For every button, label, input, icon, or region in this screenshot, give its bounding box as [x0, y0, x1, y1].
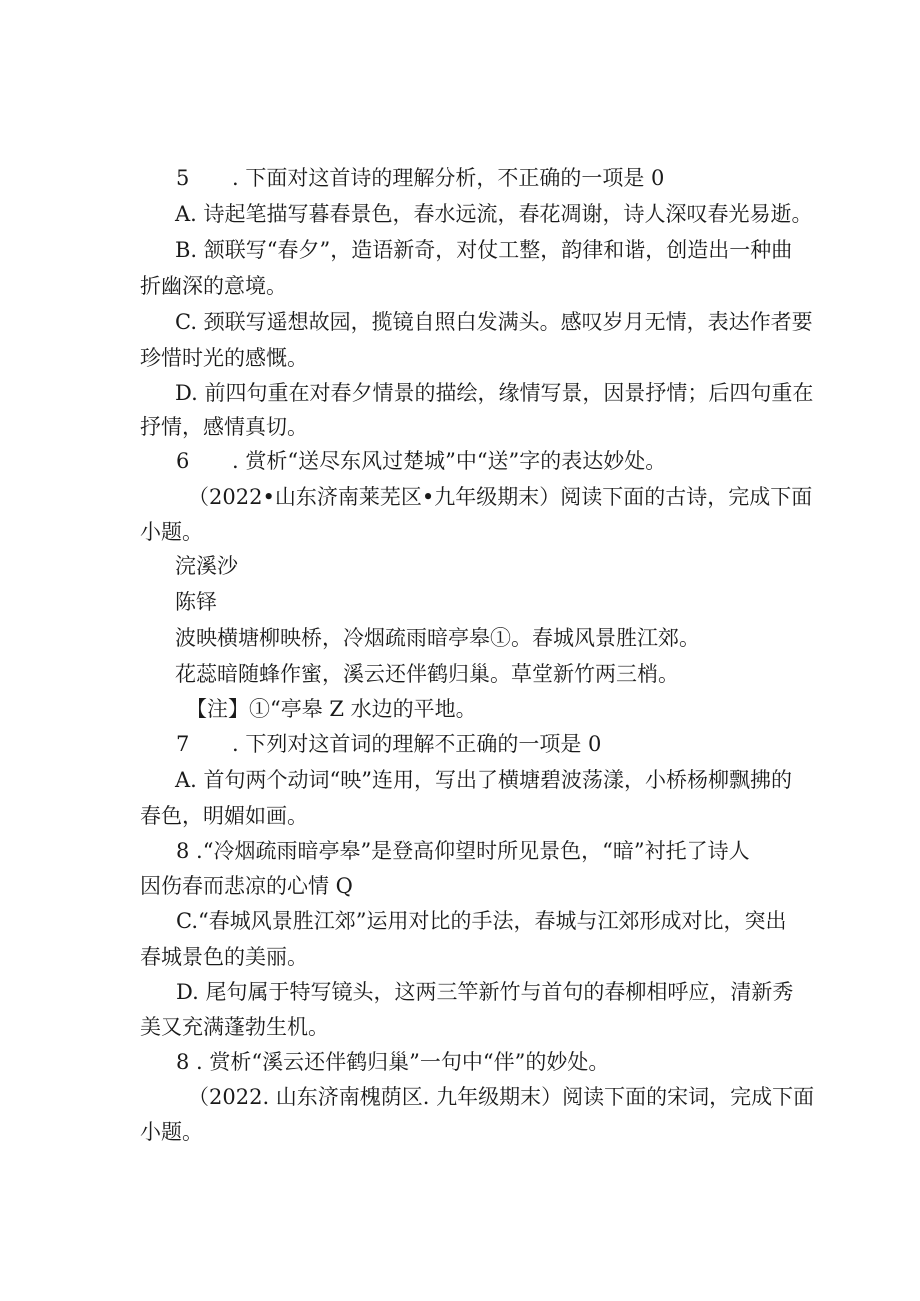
q5-option-c-line2: 珍惜时光的感慨。 [140, 346, 308, 370]
q7-option-a-line1: A. 首句两个动词“映”连用，写出了横塘碧波荡漾，小桥杨柳飘拂的 [175, 768, 792, 792]
q8-stem: 8 . 赏析“溪云还伴鹤归巢”一句中“伴”的妙处。 [176, 1050, 610, 1074]
poem-author: 陈铎 [175, 590, 217, 614]
q6-stem-line [0, 446, 920, 476]
q5-option-c-line1: C. 颈联写遥想故园，揽镜自照白发满头。感叹岁月无情，表达作者要 [175, 310, 813, 334]
q7-option-d-line1: D. 尾句属于特写镜头，这两三竿新竹与首句的春柳相呼应，清新秀 [176, 980, 794, 1004]
poem-line1: 波映横塘柳映桥，冷烟疏雨暗亭皋①。春城风景胜江郊。 [175, 626, 700, 650]
q5-number: 5 [176, 166, 190, 190]
poem-line2: 花蕊暗随蜂作蜜，溪云还伴鹤归巢。草堂新竹两三梢。 [175, 662, 679, 686]
q5-option-d-line2: 抒情，感情真切。 [140, 415, 308, 439]
intro1-line2: 小题。 [140, 520, 203, 544]
q5-stem-line [0, 163, 920, 193]
poem-note: 【注】①“亭皋 Z 水边的平地。 [186, 697, 477, 721]
intro1-line1: （2022•山东济南莱芜区•九年级期末）阅读下面的古诗，完成下面 [188, 485, 813, 509]
poem-title: 浣溪沙 [175, 554, 238, 578]
q5-option-a: A. 诗起笔描写暮春景色，春水远流，春花凋谢，诗人深叹春光易逝。 [175, 202, 813, 226]
q5-option-d-line1: D. 前四句重在对春夕情景的描绘，缘情写景，因景抒情；后四句重在 [175, 381, 814, 405]
q7-stem-line [0, 729, 920, 759]
q7-option-d-line2: 美又充满蓬勃生机。 [140, 1015, 329, 1039]
q5-option-b-line1: B. 颔联写“春夕”，造语新奇，对仗工整，韵律和谐，创造出一种曲 [175, 238, 793, 262]
q7-stem: . 下列对这首词的理解不正确的一项是 0 [232, 732, 602, 756]
q7-option-c-line2: 春城景色的美丽。 [140, 945, 308, 969]
q7-option-a-line2: 春色，明媚如画。 [140, 804, 308, 828]
q7-option-c-line1: C.“春城风景胜江郊”运用对比的手法，春城与江郊形成对比，突出 [176, 909, 787, 933]
q6-number: 6 [176, 449, 190, 473]
q5-stem: . 下面对这首诗的理解分析，不正确的一项是 0 [232, 166, 665, 190]
q7-number: 7 [176, 732, 190, 756]
intro2-line2: 小题。 [140, 1120, 203, 1144]
q7-option-b-line1: 8 .“冷烟疏雨暗亭皋”是登高仰望时所见景色，“暗”衬托了诗人 [176, 839, 750, 863]
q7-option-b-line2: 因伤春而悲凉的心情 Q [140, 874, 353, 898]
q5-option-b-line2: 折幽深的意境。 [140, 274, 287, 298]
q6-stem: . 赏析“送尽东风过楚城”中“送”字的表达妙处。 [232, 449, 667, 473]
intro2-line1: （2022. 山东济南槐荫区. 九年级期末）阅读下面的宋词，完成下面 [188, 1085, 815, 1109]
